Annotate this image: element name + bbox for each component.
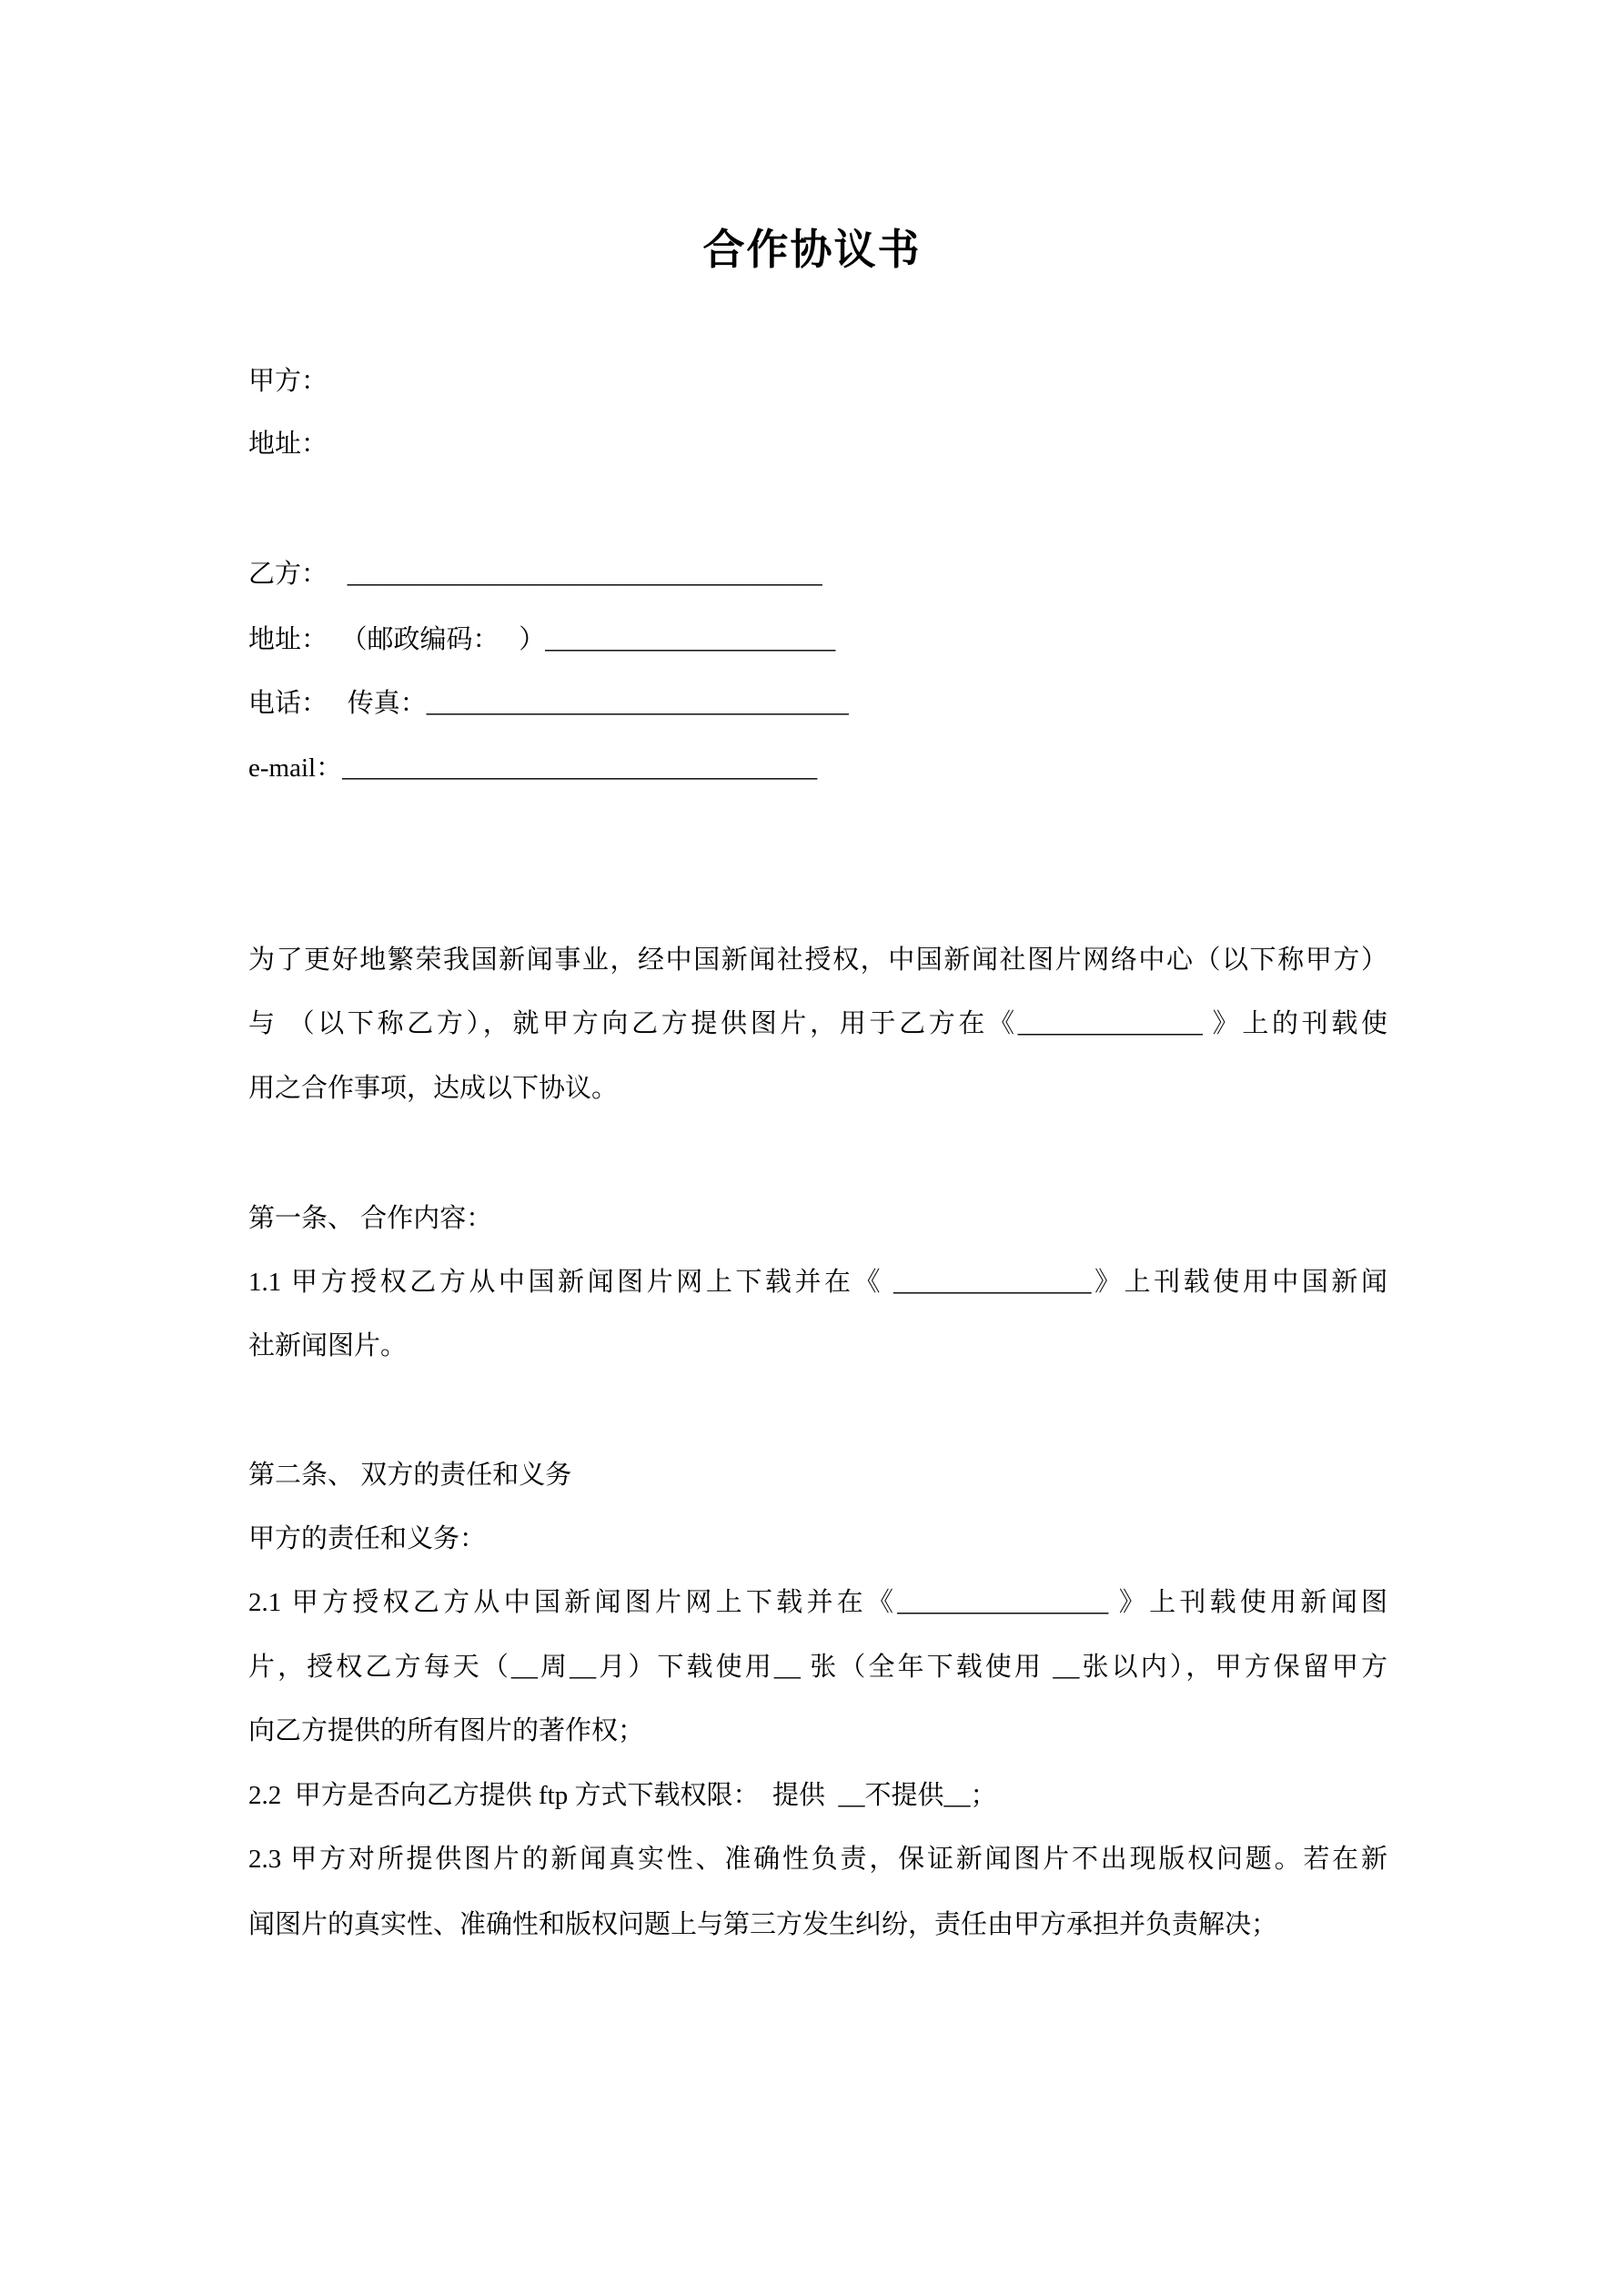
article2-line: 向乙方提供的所有图片的著作权； xyxy=(248,1716,645,1745)
article2-subheading: 甲方的责任和义务： xyxy=(248,1524,487,1553)
preamble-line: 用之合作事项，达成以下协议。 xyxy=(248,1074,619,1103)
article2-line: 2.2 甲方是否向乙方提供 ftp 方式下载权限： 提供 __不提供__； xyxy=(248,1781,997,1810)
party-a-label: 甲方： xyxy=(248,367,328,396)
article2-line: 2.1 甲方授权乙方从中国新闻图片网上下载并在《________________ 》上刊载使用新闻图 xyxy=(248,1588,1387,1617)
document-title: 合作协议书 xyxy=(702,227,922,273)
article1-line: 社新闻图片。 xyxy=(248,1331,408,1360)
party-b-address: 地址： （邮政编码： ）______________________ xyxy=(248,625,836,654)
article2-heading: 第二条、 双方的责任和义务 xyxy=(248,1461,572,1490)
article1-heading: 第一条、 合作内容： xyxy=(248,1204,493,1233)
party-b-label: 乙方： ____________________________________ xyxy=(248,560,822,589)
article2-line: 2.3 甲方对所提供图片的新闻真实性、准确性负责，保证新闻图片不出现版权问题。若在新 xyxy=(248,1845,1387,1874)
article1-line: 1.1 甲方授权乙方从中国新闻图片网上下载并在《 _______________》上刊载使用中国新闻 xyxy=(248,1268,1387,1297)
preamble-line: 为了更好地繁荣我国新闻事业，经中国新闻社授权，中国新闻社图片网络中心（以下称甲方） xyxy=(248,946,1387,975)
party-b-email: e-mail：____________________________________ xyxy=(248,754,818,783)
party-a-address: 地址： xyxy=(248,430,328,459)
article2-line: 片，授权乙方每天（__周__月）下载使用__ 张（全年下载使用 __张以内），甲方保留甲方 xyxy=(248,1653,1387,1682)
article2-line: 闻图片的真实性、准确性和版权问题上与第三方发生纠纷，责任由甲方承担并负责解决； xyxy=(248,1910,1278,1939)
preamble-line: 与 （以下称乙方），就甲方向乙方提供图片，用于乙方在《______________ 》上的刊载使 xyxy=(248,1009,1387,1038)
party-b-phone-fax: 电话： 传真：________________________________ xyxy=(248,689,849,718)
